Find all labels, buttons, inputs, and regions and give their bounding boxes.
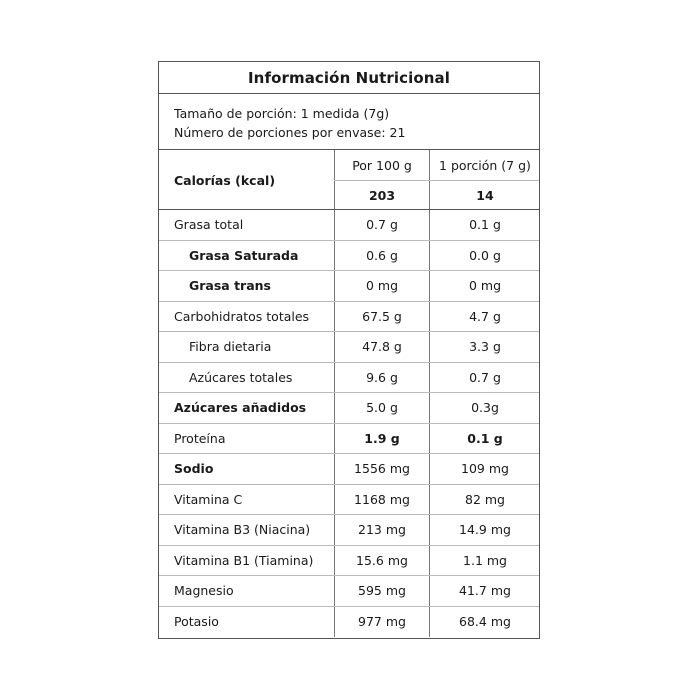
table-row <box>159 302 539 333</box>
nutrient-name: Proteína <box>174 430 226 446</box>
nutrient-name: Vitamina B1 (Tiamina) <box>174 552 314 568</box>
value-per-serving: 0.3g <box>471 400 499 416</box>
panel-title: Información Nutricional <box>159 62 539 94</box>
table-row <box>159 576 539 607</box>
calories-section <box>159 150 539 210</box>
value-per-serving: 0.1 g <box>467 430 503 446</box>
value-per-100g: 9.6 g <box>366 369 398 385</box>
value-per-serving: 41.7 mg <box>459 583 511 599</box>
value-per-100g: 1168 mg <box>354 491 410 507</box>
value-per-serving: 82 mg <box>465 491 505 507</box>
table-row <box>159 424 539 455</box>
nutrition-facts-panel <box>158 61 540 639</box>
nutrient-name: Grasa Saturada <box>189 247 299 263</box>
nutrient-name: Sodio <box>174 461 214 477</box>
value-per-100g: 0.7 g <box>366 217 398 233</box>
value-per-100g: 0 mg <box>365 278 399 294</box>
table-row <box>159 210 539 241</box>
nutrient-name: Magnesio <box>174 583 234 599</box>
nutrient-name: Grasa trans <box>189 278 272 294</box>
table-row <box>159 393 539 424</box>
table-row <box>159 332 539 363</box>
nutrient-name: Grasa total <box>174 217 244 233</box>
nutrient-name: Carbohidratos totales <box>174 308 310 324</box>
value-per-serving: 0.1 g <box>469 217 501 233</box>
value-per-100g: 595 mg <box>358 583 406 599</box>
value-per-100g: 47.8 g <box>362 339 402 355</box>
table-row <box>159 241 539 272</box>
value-per-serving: 14.9 mg <box>459 522 511 538</box>
nutrient-table <box>159 210 539 637</box>
table-row <box>159 515 539 546</box>
value-per-serving: 3.3 g <box>469 339 501 355</box>
value-per-serving: 1.1 mg <box>463 552 507 568</box>
value-per-serving: 4.7 g <box>469 308 501 324</box>
column-header-per-100g: Por 100 g <box>352 157 412 173</box>
table-row <box>159 607 539 638</box>
nutrient-name: Vitamina C <box>174 491 243 507</box>
nutrient-name: Fibra dietaria <box>189 339 272 355</box>
value-per-100g: 213 mg <box>358 522 406 538</box>
servings-per-container: Número de porciones por envase: 21 <box>174 125 406 140</box>
calories-label: Calorías (kcal) <box>174 172 276 188</box>
table-row <box>159 363 539 394</box>
value-per-serving: 0.0 g <box>469 247 501 263</box>
value-per-serving: 0.7 g <box>469 369 501 385</box>
table-row <box>159 454 539 485</box>
table-row <box>159 546 539 577</box>
calories-per-100g: 203 <box>368 188 396 203</box>
value-per-100g: 5.0 g <box>366 400 398 416</box>
value-per-100g: 15.6 mg <box>356 552 408 568</box>
table-row <box>159 271 539 302</box>
column-header-per-serving: 1 porción (7 g) <box>439 157 531 173</box>
nutrient-name: Azúcares añadidos <box>174 400 307 416</box>
value-per-100g: 977 mg <box>358 614 406 630</box>
value-per-serving: 68.4 mg <box>459 614 511 630</box>
serving-size: Tamaño de porción: 1 medida (7g) <box>174 106 390 121</box>
serving-info <box>159 94 539 150</box>
value-per-100g: 1.9 g <box>364 430 400 446</box>
nutrient-name: Potasio <box>174 614 219 630</box>
value-per-100g: 0.6 g <box>366 247 398 263</box>
value-per-100g: 67.5 g <box>362 308 402 324</box>
table-row <box>159 485 539 516</box>
nutrient-name: Azúcares totales <box>189 369 293 385</box>
value-per-serving: 0 mg <box>468 278 502 294</box>
nutrient-name: Vitamina B3 (Niacina) <box>174 522 311 538</box>
calories-per-serving: 14 <box>476 188 494 203</box>
value-per-serving: 109 mg <box>461 461 509 477</box>
value-per-100g: 1556 mg <box>354 461 410 477</box>
